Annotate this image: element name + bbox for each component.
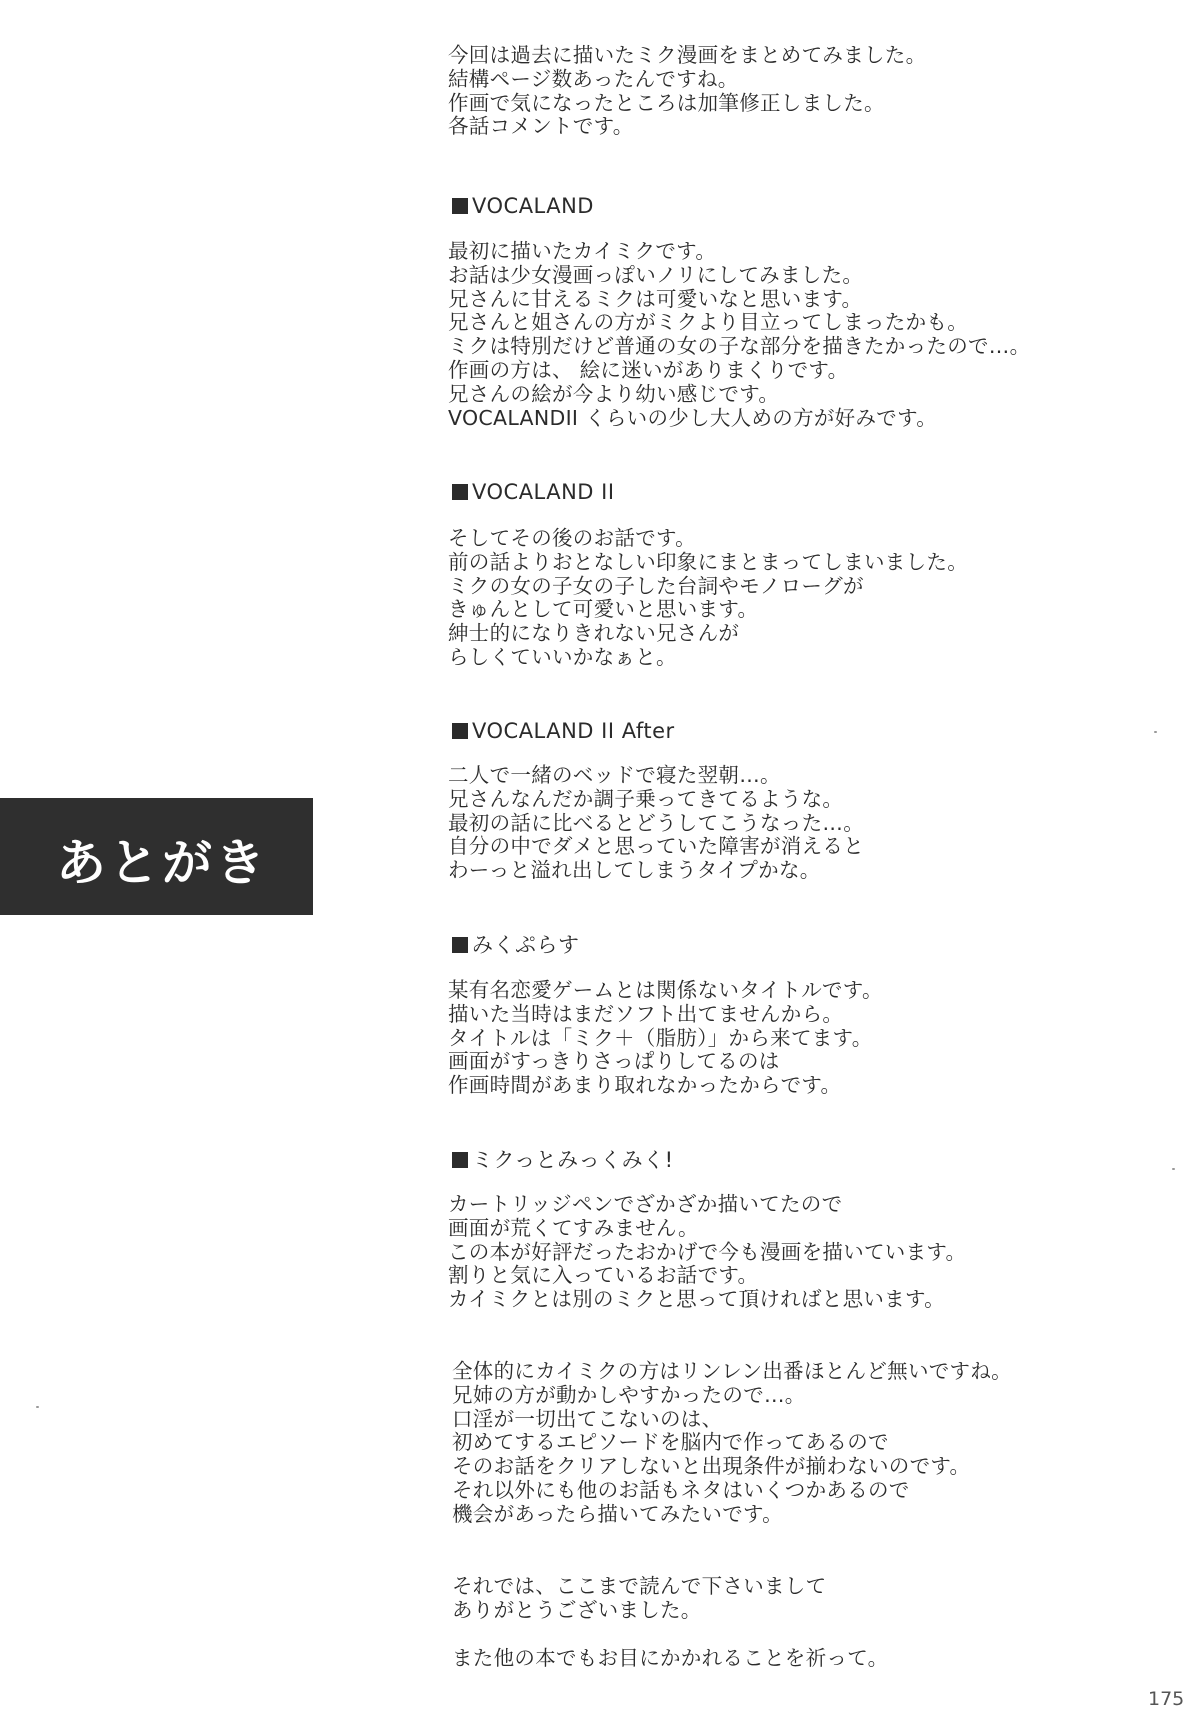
section-mikutto: [452, 1148, 674, 1172]
section-line: きゅんとして可愛いと思います。: [448, 597, 759, 622]
section-line: ミクは特別だけど普通の女の子な部分を描きたかったので…。: [448, 334, 1031, 359]
section-line: 画面が荒くてすみません。: [448, 1215, 699, 1240]
page-number: 175: [1148, 1688, 1185, 1710]
section-line: 最初の話に比べるとどうしてこうなった…。: [448, 810, 864, 835]
closing-line: それ以外にも他のお話もネタはいくつかあるので: [452, 1477, 910, 1502]
section-line: 某有名恋愛ゲームとは関係ないタイトルです。: [448, 978, 883, 1002]
section-vocaland-ii-after: [452, 719, 675, 743]
section-line: お話は少女漫画っぽいノリにしてみました。: [448, 262, 864, 287]
closing-line: 初めてするエピソードを脳内で作ってあるので: [452, 1430, 889, 1455]
section-line: 兄さんの絵が今より幼い感じです。: [448, 381, 780, 406]
section-line: 最初に描いたカイミクです。: [448, 239, 717, 263]
section-vocaland-ii-body: [448, 527, 968, 670]
scan-speck: [36, 1406, 39, 1408]
closing-line: 口淫が一切出てこないのは、: [452, 1406, 723, 1431]
section-line: 兄さんなんだか調子乗ってきてるような。: [448, 786, 844, 811]
section-miku-plus: [452, 933, 580, 957]
section-line: 割りと気に入っているお話です。: [448, 1263, 759, 1288]
thanks-line: ありがとうございました。: [452, 1597, 702, 1622]
section-heading: VOCALAND II: [452, 480, 615, 504]
section-line: VOCALANDII くらいの少し大人めの方が好みです。: [448, 405, 938, 430]
thanks-line: それでは、ここまで読んで下さいまして: [452, 1574, 827, 1598]
afterword-title: あとがき: [56, 833, 268, 892]
section-line: カートリッジペンでざかざか描いてたので: [448, 1192, 843, 1216]
bullet-square-icon: [452, 484, 468, 500]
bullet-square-icon: [452, 937, 468, 953]
section-heading: VOCALAND II After: [452, 719, 675, 743]
section-line: 画面がすっきりさっぱりしてるのは: [448, 1049, 780, 1074]
section-line: カイミクとは別のミクと思って頂ければと思います。: [448, 1287, 945, 1312]
section-line: 作画時間があまり取れなかったからです。: [448, 1073, 842, 1098]
intro-paragraph: [448, 44, 926, 139]
section-line: 自分の中でダメと思っていた障害が消えると: [448, 834, 864, 859]
section-heading: みくぷらす: [452, 933, 580, 957]
section-vocaland-ii: [452, 480, 615, 504]
closing-line: 兄姉の方が動かしやすかったので…。: [452, 1382, 806, 1407]
closing-line: 機会があったら描いてみたいです。: [452, 1501, 783, 1526]
bullet-square-icon: [452, 198, 468, 214]
section-vocaland-ii-after-body: [448, 764, 864, 883]
section-line: わーっと溢れ出してしまうタイプかな。: [448, 858, 821, 883]
closing-line: そのお話をクリアしないと出現条件が揃わないのです。: [452, 1454, 971, 1479]
scan-speck: [1154, 731, 1157, 733]
section-vocaland-body: [448, 240, 1030, 430]
final-paragraph: [452, 1647, 888, 1671]
section-line: 前の話よりおとなしい印象にまとまってしまいました。: [448, 549, 968, 574]
section-mikutto-body: [448, 1193, 966, 1312]
section-line: 描いた当時はまだソフト出てませんから。: [448, 1001, 844, 1026]
section-line: この本が好評だったおかげで今も漫画を描いています。: [448, 1239, 967, 1264]
intro-line: 作画で気になったところは加筆修正しました。: [448, 90, 885, 115]
section-line: タイトルは「ミク＋（脂肪）」から来てます。: [448, 1025, 873, 1050]
section-heading: ミクっとみっくみく!: [452, 1148, 674, 1172]
section-line: らしくていいかなぁと。: [448, 644, 677, 669]
section-heading: VOCALAND: [452, 194, 594, 218]
section-line: 作画の方は、 絵に迷いがありまくりです。: [448, 357, 849, 382]
section-line: 兄さんと姐さんの方がミクより目立ってしまったかも。: [448, 310, 968, 335]
section-line: 二人で一緒のベッドで寝た翌朝…。: [448, 763, 781, 787]
afterword-title-block: [0, 798, 313, 915]
final-line: また他の本でもお目にかかれることを祈って。: [452, 1646, 889, 1670]
section-line: 紳士的になりきれない兄さんが: [448, 621, 740, 646]
bullet-square-icon: [452, 723, 468, 739]
closing-paragraph: [452, 1360, 1012, 1527]
intro-line: 各話コメントです。: [448, 114, 634, 139]
thanks-paragraph: [452, 1575, 826, 1623]
intro-line: 結構ページ数あったんですね。: [448, 66, 739, 91]
section-line: ミクの女の子女の子した台詞やモノローグが: [448, 573, 864, 598]
bullet-square-icon: [452, 1152, 468, 1168]
closing-line: 全体的にカイミクの方はリンレン出番ほとんど無いですね。: [452, 1359, 1012, 1383]
section-line: そしてその後のお話です。: [448, 526, 696, 550]
section-miku-plus-body: [448, 979, 883, 1098]
section-line: 兄さんに甘えるミクは可愛いなと思います。: [448, 286, 863, 311]
intro-line: 今回は過去に描いたミク漫画をまとめてみました。: [448, 43, 927, 67]
section-vocaland: [452, 194, 594, 218]
scan-speck: [1172, 1168, 1175, 1170]
